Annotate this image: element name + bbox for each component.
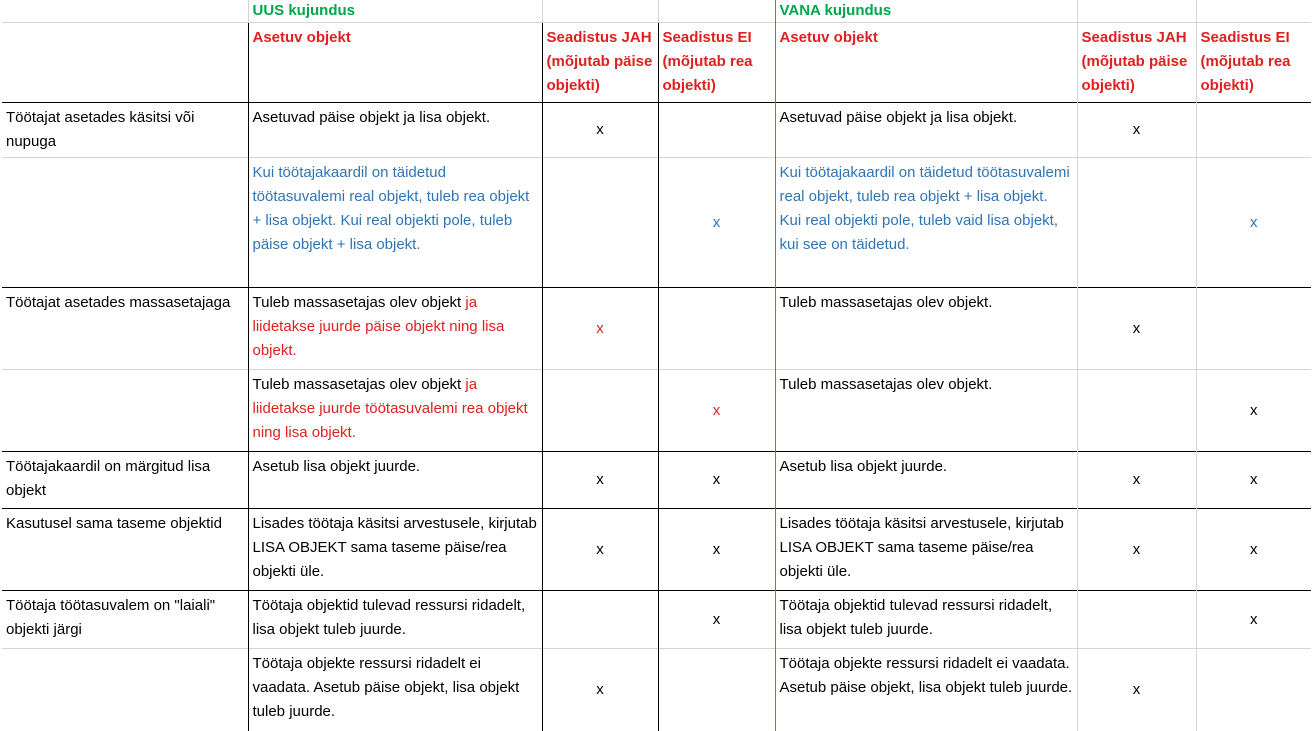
uus-description: Töötaja objekte ressursi ridadelt ei vaadata. Asetub päise objekt, lisa objekt tuleb juurde. [248,649,542,731]
vana-jah-mark: x [1077,649,1196,731]
uus-description: Asetub lisa objekt juurde. [248,452,542,509]
row-label [2,370,248,452]
row-label [2,649,248,731]
vana-description: Tuleb massasetajas olev objekt. [775,288,1077,370]
uus-description [248,370,542,452]
table-row [2,649,1311,731]
vana-ei-mark [1196,649,1311,731]
vana-seadistus-ei-header: Seadistus EI (mõjutab rea objekti) [1196,23,1311,103]
uus-ei-mark: x [658,591,775,649]
uus-description: Asetuvad päise objekt ja lisa objekt. [248,103,542,158]
table-row [2,452,1311,509]
uus-ei-mark: x [658,370,775,452]
row-label: Kasutusel sama taseme objektid [2,509,248,591]
uus-description-added-text: ja liidetakse juurde päise objekt ning lisa objekt. [252,294,505,359]
uus-seadistus-jah-header: Seadistus JAH (mõjutab päise objekti) [542,23,658,103]
empty-cell [542,0,658,23]
uus-description: Töötaja objektid tulevad ressursi ridadelt, lisa objekt tuleb juurde. [248,591,542,649]
table-row [2,158,1311,288]
uus-description-added-text: ja liidetakse juurde töötasuvalemi rea objekt ning lisa objekt. [252,376,528,441]
vana-description: Töötaja objektid tulevad ressursi ridadelt, lisa objekt tuleb juurde. [775,591,1077,649]
uus-description-text: Tuleb massasetajas olev objekt [252,294,466,311]
uus-description [248,288,542,370]
uus-jah-mark: x [542,452,658,509]
row-label: Töötajat asetades massasetajaga [2,288,248,370]
uus-description: Kui töötajakaardil on täidetud töötasuvalemi real objekt, tuleb rea objekt + lisa objekt. Kui real objekti pole, tuleb päise objekt + lisa objekt. [248,158,542,288]
uus-jah-mark [542,370,658,452]
uus-seadistus-ei-header: Seadistus EI (mõjutab rea objekti) [658,23,775,103]
vana-ei-mark: x [1196,452,1311,509]
vana-jah-mark [1077,370,1196,452]
uus-jah-mark: x [542,649,658,731]
uus-kujundus-header: UUS kujundus [248,0,542,23]
uus-jah-mark: x [542,288,658,370]
empty-cell [2,23,248,103]
vana-kujundus-header: VANA kujundus [775,0,1077,23]
row-label [2,158,248,288]
table-row [2,591,1311,649]
row-label: Töötaja töötasuvalem on "laiali" objekti järgi [2,591,248,649]
vana-ei-mark [1196,103,1311,158]
vana-ei-mark: x [1196,370,1311,452]
uus-ei-mark [658,288,775,370]
vana-seadistus-jah-header: Seadistus JAH (mõjutab päise objekti) [1077,23,1196,103]
vana-jah-mark [1077,158,1196,288]
vana-jah-mark: x [1077,452,1196,509]
table-row [2,103,1311,158]
vana-jah-mark: x [1077,509,1196,591]
empty-cell [2,0,248,23]
table-row [2,370,1311,452]
vana-ei-mark: x [1196,158,1311,288]
vana-description: Asetuvad päise objekt ja lisa objekt. [775,103,1077,158]
vana-ei-mark [1196,288,1311,370]
uus-jah-mark [542,591,658,649]
uus-description-text: Tuleb massasetajas olev objekt [252,376,466,393]
section-header-row [2,0,1311,23]
table-row [2,288,1311,370]
uus-ei-mark [658,649,775,731]
row-label: Töötajat asetades käsitsi või nupuga [2,103,248,158]
vana-description: Tuleb massasetajas olev objekt. [775,370,1077,452]
table-row [2,509,1311,591]
uus-asetuv-objekt-header: Asetuv objekt [248,23,542,103]
vana-jah-mark: x [1077,103,1196,158]
empty-cell [658,0,775,23]
uus-jah-mark: x [542,509,658,591]
vana-asetuv-objekt-header: Asetuv objekt [775,23,1077,103]
vana-ei-mark: x [1196,509,1311,591]
vana-description: Töötaja objekte ressursi ridadelt ei vaadata. Asetub päise objekt, lisa objekt tuleb juurde. [775,649,1077,731]
uus-ei-mark: x [658,509,775,591]
vana-ei-mark: x [1196,591,1311,649]
comparison-table [2,0,1311,731]
vana-jah-mark [1077,591,1196,649]
uus-description: Lisades töötaja käsitsi arvestusele, kirjutab LISA OBJEKT sama taseme päise/rea objekti üle. [248,509,542,591]
vana-description: Asetub lisa objekt juurde. [775,452,1077,509]
empty-cell [1077,0,1196,23]
column-header-row [2,23,1311,103]
vana-description: Kui töötajakaardil on täidetud töötasuvalemi real objekt, tuleb rea objekt + lisa objekt. Kui real objekti pole, tuleb vaid lisa objekt, kui see on täidetud. [775,158,1077,288]
uus-jah-mark: x [542,103,658,158]
uus-jah-mark [542,158,658,288]
empty-cell [1196,0,1311,23]
uus-ei-mark: x [658,452,775,509]
uus-ei-mark [658,103,775,158]
vana-jah-mark: x [1077,288,1196,370]
uus-ei-mark: x [658,158,775,288]
vana-description: Lisades töötaja käsitsi arvestusele, kirjutab LISA OBJEKT sama taseme päise/rea objekti üle. [775,509,1077,591]
row-label: Töötajakaardil on märgitud lisa objekt [2,452,248,509]
